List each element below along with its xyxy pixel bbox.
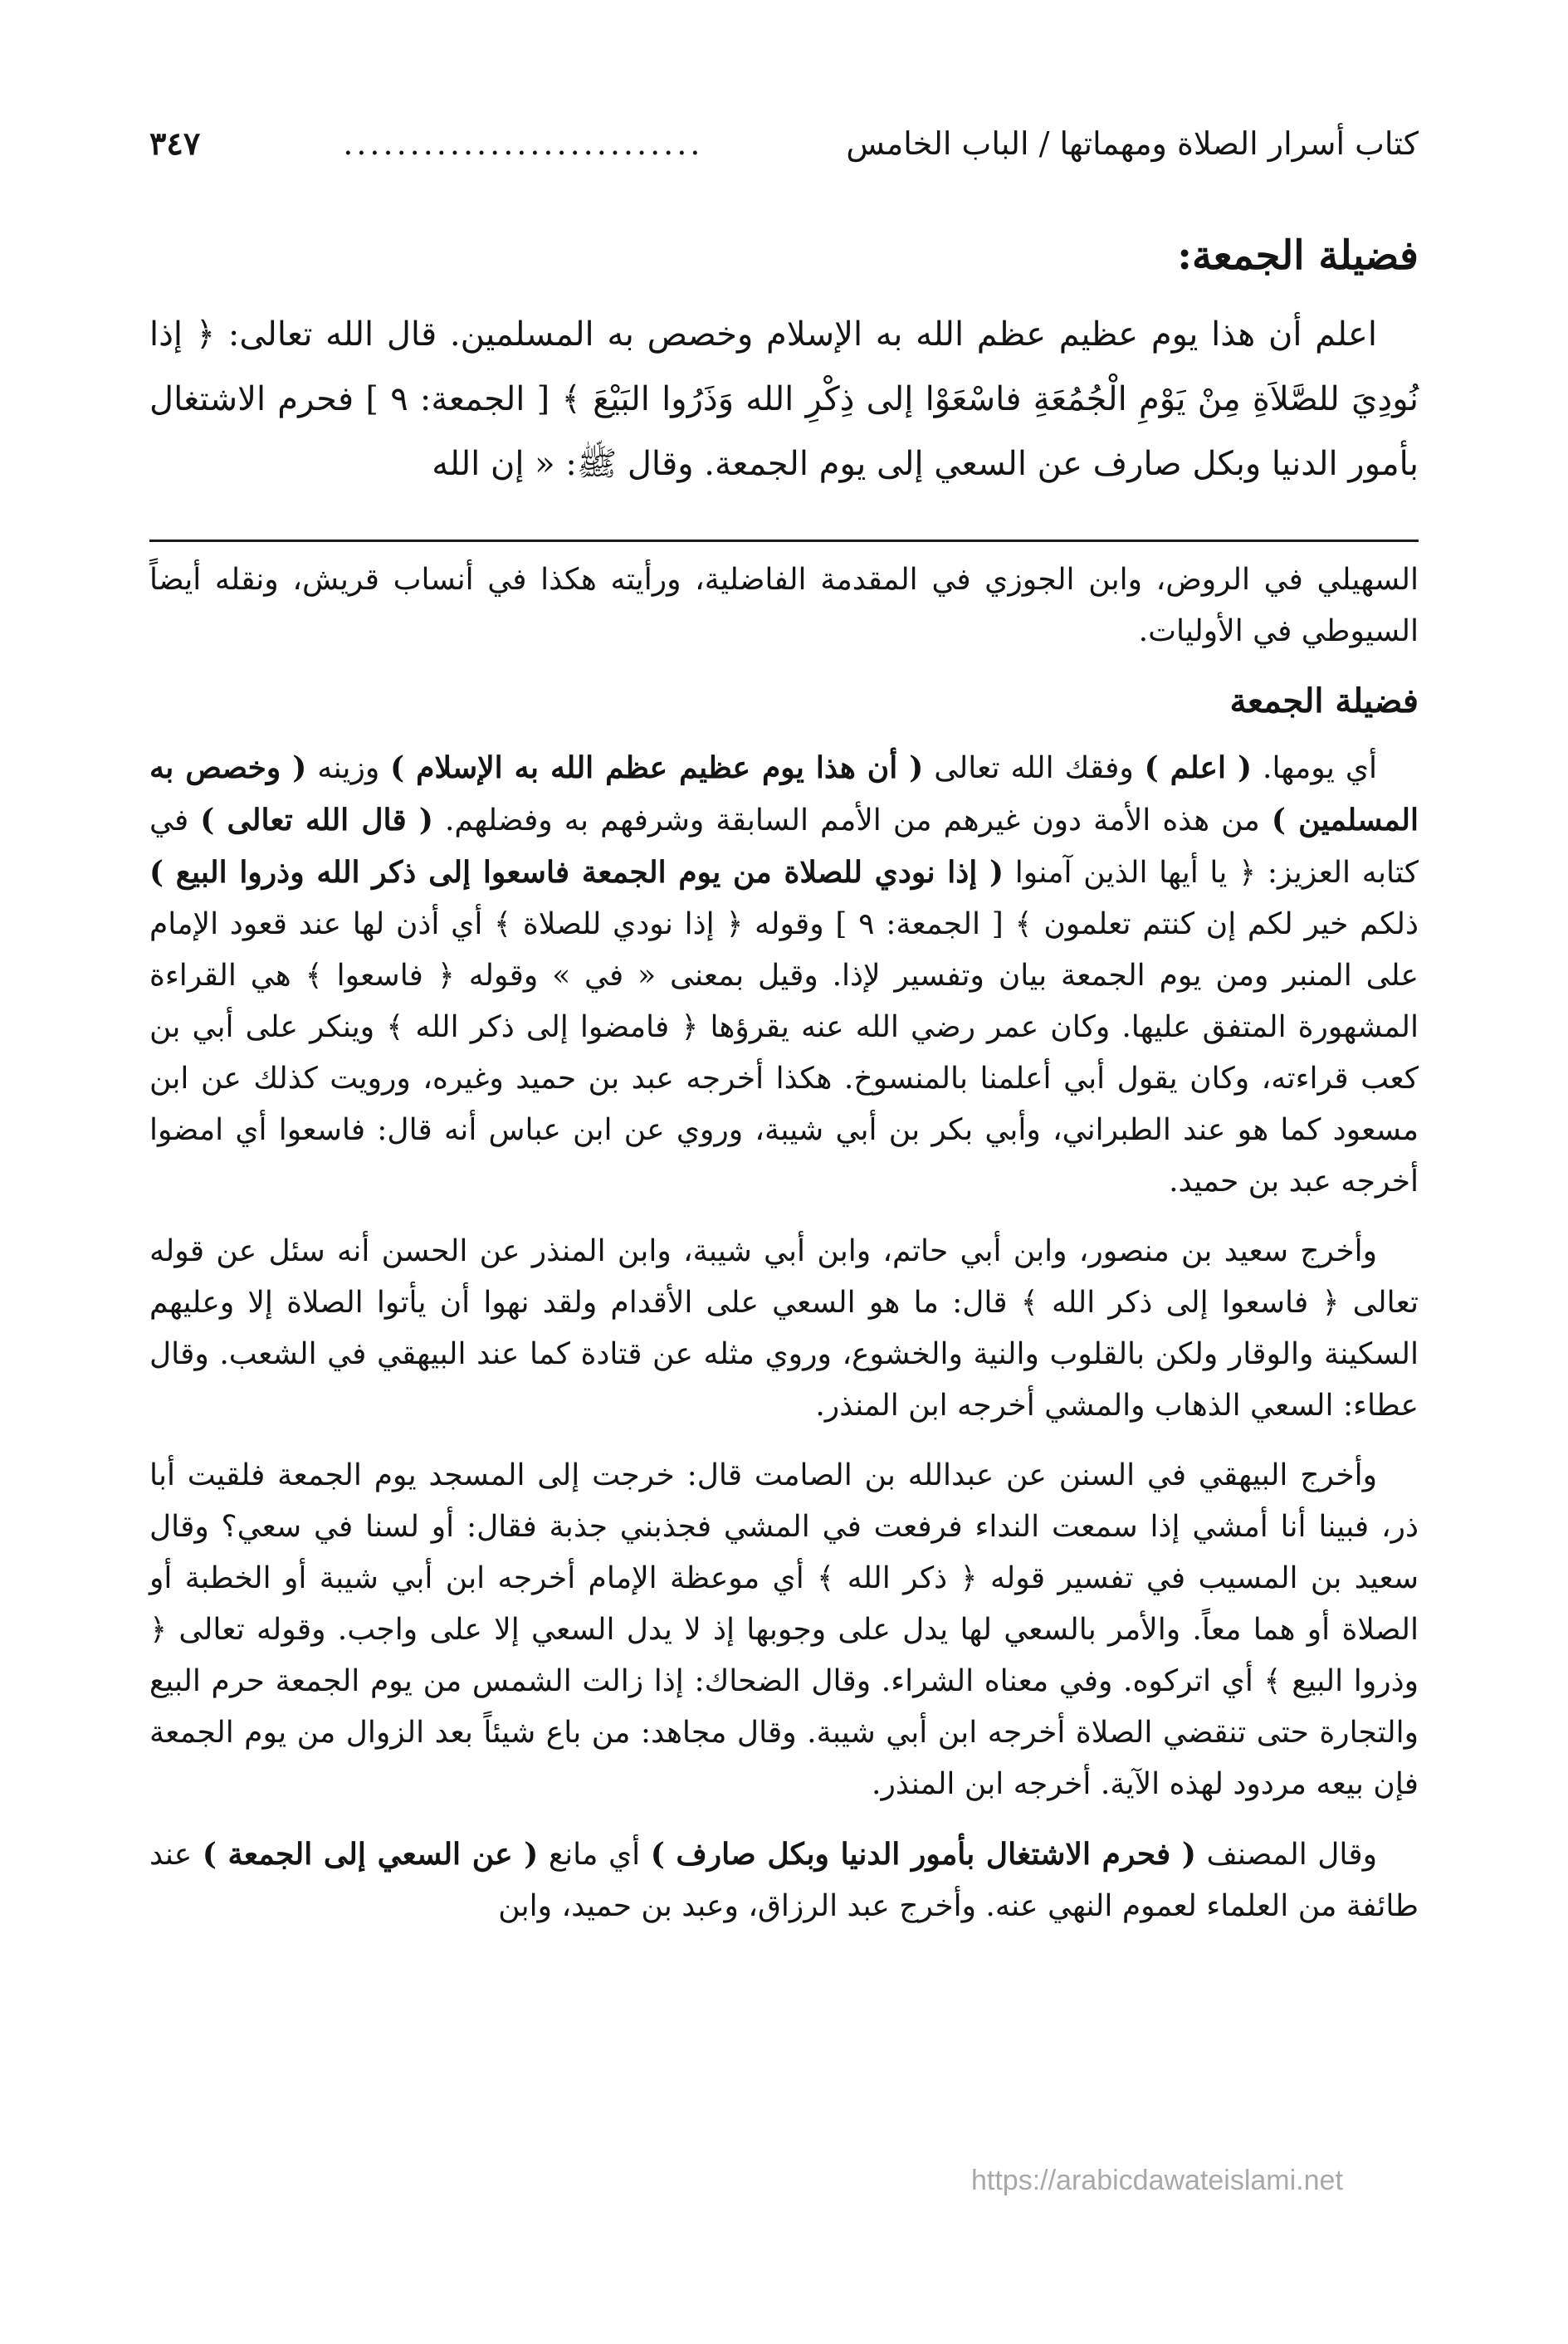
- commentary-text: وقال المصنف: [1195, 1838, 1377, 1872]
- commentary-text: أي مانع: [538, 1838, 651, 1872]
- quoted-phrase: ( قال الله تعالى ): [200, 803, 433, 837]
- commentary-heading: فضيلة الجمعة: [1229, 681, 1419, 720]
- quoted-phrase: ( اعلم ): [1144, 750, 1253, 785]
- commentary-text: وزينه: [306, 751, 391, 785]
- commentary-text: من هذه الأمة دون غيرهم من الأمم السابقة وشرفهم به وفضلهم.: [432, 803, 1272, 837]
- section-heading: فضيلة الجمعة:: [1177, 232, 1419, 279]
- commentary-paragraph-2: [149, 742, 1419, 1208]
- commentary-paragraph-1: السهيلي في الروض، وابن الجوزي في المقدمة الفاضلية، ورأيته هكذا في أنساب قريش، ونقله أيضاً السيوطي في الأوليات.: [149, 563, 1419, 648]
- commentary-section: [149, 554, 1419, 1951]
- quoted-phrase: ( وخصص به المسلمين ): [149, 750, 1419, 837]
- source-watermark: https://arabicdawateislami.net: [971, 2165, 1343, 2196]
- commentary-paragraph-4: وأخرج البيهقي في السنن عن عبدالله بن الصامت قال: خرجت إلى المسجد يوم الجمعة فلقيت أبا ذر، فبينا أنا أمشي إذا سمعت النداء فرفعت في المشي فجذبني جذبة فقال: أو لسنا في سعي؟ وقال سعيد بن المسيب في تفسير قوله ﴿ ذكر الله ﴾ أي موعظة الإمام أخرجه ابن أبي شيبة أو الخطبة أو الصلاة أو هما معاً. والأمر بالسعي لها يدل على وجوبها إذ لا يدل السعي إلا على واجب. وقوله تعالى ﴿ وذروا البيع ﴾ أي اتركوه. وفي معناه الشراء. وقال الضحاك: إذا زالت الشمس من يوم الجمعة حرم البيع والتجارة حتى تنقضي الصلاة أخرجه ابن أبي شيبة. وقال مجاهد: من باع شيئاً بعد الزوال من يوم الجمعة فإن بيعه مردود لهذه الآية. أخرجه ابن المنذر.: [149, 1458, 1419, 1801]
- footnote-divider: [149, 540, 1419, 542]
- quoted-phrase: ( عن السعي إلى الجمعة ): [202, 1837, 539, 1872]
- page-number: ٣٤٧: [149, 125, 201, 162]
- page-header: [149, 125, 1419, 183]
- quoted-phrase: ( فحرم الاشتغال بأمور الدنيا وبكل صارف ): [650, 1837, 1196, 1872]
- quoted-phrase: ( إذا نودي للصلاة من يوم الجمعة فاسعوا إلى ذكر الله وذروا البيع ): [149, 855, 1004, 890]
- quoted-phrase: ( أن هذا يوم عظيم عظم الله به الإسلام ): [390, 750, 924, 785]
- commentary-paragraph-5: [149, 1829, 1419, 1932]
- commentary-text: ذلكم خير لكم إن كنتم تعلمون ﴾ [ الجمعة: ٩ ] وقوله ﴿ إذا نودي للصلاة ﴾ أي أذن لها عند قعود الإمام على المنبر ومن يوم الجمعة بيان وتفسير لإذا. وقيل بمعنى « في » وقوله ﴿ فاسعوا ﴾ هي القراءة المشهورة المتفق عليها. وكان عمر رضي الله عنه يقرؤها ﴿ فامضوا إلى ذكر الله ﴾ وينكر على أبي بن كعب قراءته، وكان يقول أبي أعلمنا بالمنسوخ. هكذا أخرجه عبد بن حميد وغيره، ورويت كذلك عن ابن مسعود كما هو عند الطبراني، وأبي بكر بن أبي شيبة، وروي عن ابن عباس أنه قال: فاسعوا أي امضوا أخرجه عبد بن حميد.: [149, 907, 1419, 1199]
- main-text-section: [149, 232, 1419, 496]
- header-dot-leader: ...........................: [343, 125, 704, 162]
- commentary-text: عند طائفة من العلماء لعموم النهي عنه. وأخرج عبد الرزاق، وعبد بن حميد، وابن: [149, 1838, 1419, 1923]
- commentary-text: وفقك الله تعالى: [923, 751, 1145, 785]
- running-title: كتاب أسرار الصلاة ومهماتها / الباب الخامس: [846, 125, 1419, 162]
- commentary-paragraph-3: وأخرج سعيد بن منصور، وابن أبي حاتم، وابن أبي شيبة، وابن المنذر عن الحسن أنه سئل عن قوله تعالى ﴿ فاسعوا إلى ذكر الله ﴾ قال: ما هو السعي على الأقدام ولقد نهوا أن يأتوا الصلاة إلا وعليهم السكينة والوقار ولكن بالقلوب والنية والخشوع، وروي مثله عن قتادة كما عند البيهقي في الشعب. وقال عطاء: السعي الذهاب والمشي أخرجه ابن المنذر.: [149, 1234, 1419, 1423]
- main-paragraph: اعلم أن هذا يوم عظيم عظم الله به الإسلام وخصص به المسلمين. قال الله تعالى: ﴿ إذا نُودِيَ للصَّلاَةِ مِنْ يَوْمِ الْجُمُعَةِ فاسْعَوْا إلى ذِكْرِ الله وَذَرُوا البَيْعَ ﴾ [ الجمعة: ٩ ] فحرم الاشتغال بأمور الدنيا وبكل صارف عن السعي إلى يوم الجمعة. وقال ﷺ: « إن الله: [149, 315, 1419, 483]
- commentary-text: أي يومها.: [1252, 751, 1378, 785]
- commentary-text: في كتابه العزيز: ﴿ يا أيها الذين آمنوا: [149, 803, 1419, 890]
